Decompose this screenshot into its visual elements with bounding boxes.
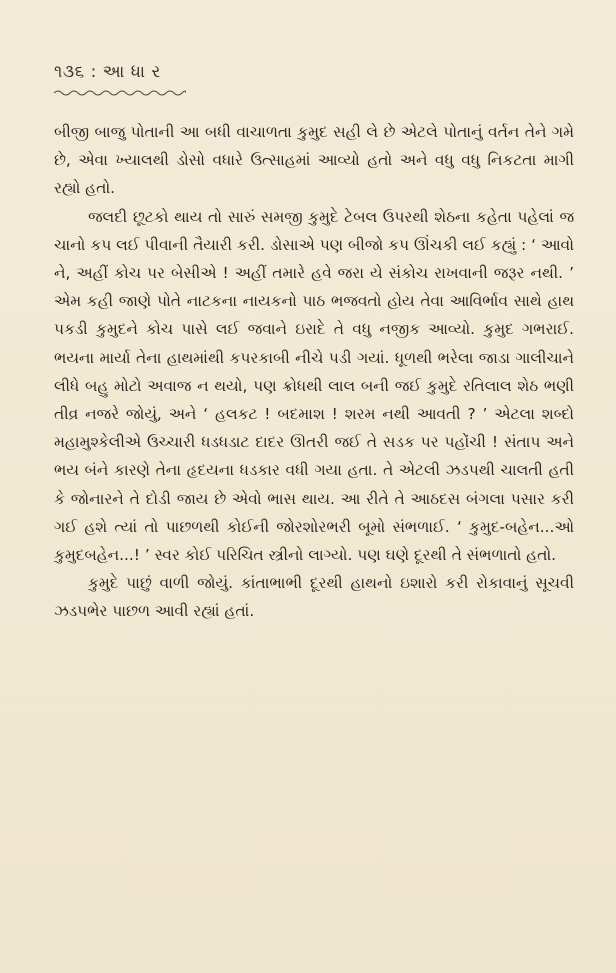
paragraph-2: જલદી છૂટકો થાય તો સારું સમજી કુમુદે ટેબલ ઉપરથી શેઠના કહેતા પહેલાં જ ચાનો કપ લઈ પીવાની તૈયારી કરી. ડોસાએ પણ બીજો કપ ઊંચકી લઈ કહ્યું : ‘ આવો ને, અહીં કોચ પર બેસીએ ! અહીં તમારે હવે જરા યે સંકોચ રાખવાની જરૂર નથી. ’ એમ કહી જાણે પોતે નાટકના નાયકનો પાઠ ભજવતો હોય તેવા આવિર્ભાવ સાથે હાથ પકડી કુમુદને કોચ પાસે લઈ જવાને ઇરાદે તે વધુ નજીક આવ્યો. કુમુદ ગભરાઈ. ભયના માર્યા તેના હાથમાંથી કપરકાબી નીચે પડી ગયાં. ધૂળથી ભરેલા જાડા ગાલીચાને લીધે બહુ મોટો અવાજ ન થયો, પણ ક્રોધથી લાલ બની જઈ કુમુદે રતિલાલ શેઠ ભણી તીવ્ર નજરે જોયું, અને ‘ હલકટ ! બદમાશ ! શરમ નથી આવતી ? ’ એટલા શબ્દો મહામુશ્કેલીએ ઉચ્ચારી ધડધડાટ દાદર ઊતરી જઈ તે સડક પર પહોંચી ! સંતાપ અને ભય બંને કારણે તેના હૃદયના ધડકાર વધી ગયા હતા. તે એટલી ઝડપથી ચાલતી હતી કે જોનારને તે દોડી જાય છે એવો ભાસ થાય. આ રીતે તે આઠદસ બંગલા પસાર કરી ગઈ હશે ત્યાં તો પાછળથી કોઈની જોરશોરભરી બૂમો સંભળાઈ. ‘ કુમુદ-બહેન...ઓ કુમુદબહેન...! ’ સ્વર કોઈ પરિચિત સ્ત્રીનો લાગ્યો. પણ ઘણે દૂરથી તે સંભળાતો હતો.	[54, 207, 574, 565]
wavy-rule	[54, 88, 186, 98]
paragraph-3: કુમુદે પાછું વાળી જોયું. કાંતાભાભી દૂરથી હાથનો ઇશારો કરી રોકાવાનું સૂચવી ઝડપભેર પાછળ આવી રહ્યાં હતાં.	[54, 574, 574, 621]
paragraph-1: બીજી બાજુ પોતાની આ બધી વાચાળતા કુમુદ સહી લે છે એટલે પોતાનું વર્તન તેને ગમે છે, એવા ખ્યાલથી ડોસો વધારે ઉત્સાહમાં આવ્યો હતો અને વધુ વધુ નિકટતા માગી રહ્યો હતો.	[54, 123, 574, 198]
body-text	[54, 118, 574, 626]
running-head: ૧૩૬ : આ ધા ર	[54, 62, 161, 82]
